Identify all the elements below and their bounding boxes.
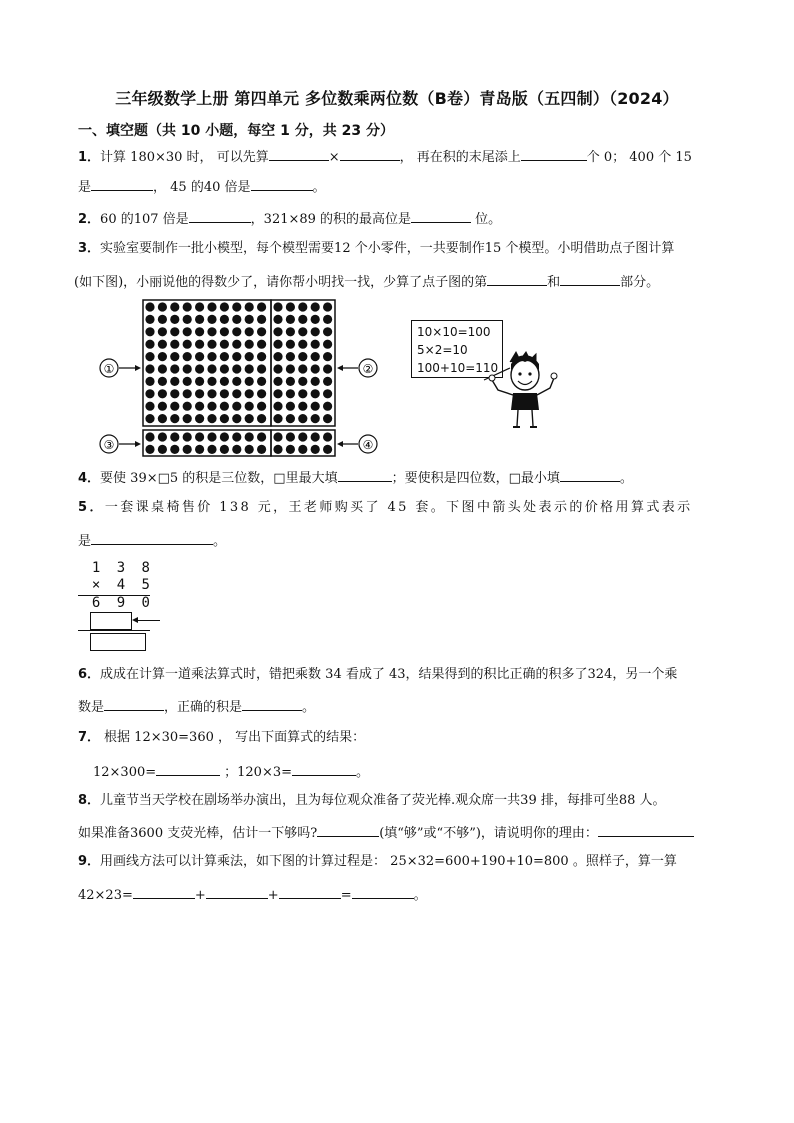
answer-blank[interactable] (251, 176, 313, 191)
dot (170, 364, 179, 373)
dot (273, 352, 282, 361)
dot (207, 402, 216, 411)
dot (273, 327, 282, 336)
dot (158, 302, 167, 311)
answer-blank[interactable] (279, 884, 341, 899)
arrow-right-icon (135, 365, 141, 371)
dot (245, 315, 254, 324)
dot (170, 327, 179, 336)
dot (286, 364, 295, 373)
label-2: ② (362, 362, 374, 376)
dot (245, 364, 254, 373)
dot (273, 302, 282, 311)
dot (170, 315, 179, 324)
dot (207, 327, 216, 336)
question-number: 7． (78, 730, 101, 745)
dot (273, 315, 282, 324)
dot (158, 364, 167, 373)
dot (273, 402, 282, 411)
dot (145, 432, 154, 441)
dot (298, 340, 307, 349)
question-6-line-1: 6．成成在计算一道乘法算式时，错把乘数 34 看成了 43，结果得到的积比正确的积多了324，另一个乘 (78, 667, 678, 682)
dot (195, 445, 204, 454)
question-number: 9． (78, 854, 101, 869)
answer-blank[interactable] (104, 696, 164, 711)
question-8-line-1: 8．儿童节当天学校在剧场举办演出，且为每位观众准备了荧光棒.观众席一共39 排，每排可坐88 人。 (78, 793, 666, 808)
page-title: 三年级数学上册 第四单元 多位数乘两位数（B卷）青岛版（五四制）（2024） (115, 89, 679, 108)
arrow-right-icon (135, 441, 141, 447)
answer-blank[interactable] (156, 761, 220, 776)
question-number: 5． (78, 500, 105, 515)
dot (207, 414, 216, 423)
dot (220, 414, 229, 423)
dot (286, 432, 295, 441)
dot (220, 340, 229, 349)
question-1-line-1: 1．计算 180×30 时， 可以先算 × ， 再在积的末尾添上 个 0； 400 个 15 (78, 146, 692, 167)
dot (158, 432, 167, 441)
dot (245, 402, 254, 411)
dot (273, 340, 282, 349)
dot (257, 315, 266, 324)
section-heading: 一、填空题（共 10 小题，每空 1 分，共 23 分） (78, 123, 394, 139)
dot (207, 445, 216, 454)
dot (183, 414, 192, 423)
question-number: 4． (78, 471, 101, 486)
dot (257, 402, 266, 411)
dot (257, 364, 266, 373)
dot (311, 389, 320, 398)
dot (311, 364, 320, 373)
dot (195, 302, 204, 311)
dot (298, 414, 307, 423)
dot (220, 389, 229, 398)
dot (245, 389, 254, 398)
dot (207, 364, 216, 373)
dot (273, 414, 282, 423)
dot (183, 302, 192, 311)
dot (183, 327, 192, 336)
dot (323, 432, 332, 441)
question-5-line-1: 5．一套课桌椅售价 138 元，王老师购买了 45 套。下图中箭头处表示的价格用算式表示 (78, 500, 693, 515)
dot (232, 302, 241, 311)
dot (298, 402, 307, 411)
dot (323, 414, 332, 423)
dot (273, 364, 282, 373)
answer-blank[interactable] (598, 822, 694, 837)
dot (311, 414, 320, 423)
dot (195, 389, 204, 398)
dot (257, 414, 266, 423)
dot (170, 302, 179, 311)
answer-blank[interactable] (189, 208, 251, 223)
bubble-line: 100+10=110 (417, 361, 499, 375)
dot (158, 389, 167, 398)
dot (257, 327, 266, 336)
dot (158, 340, 167, 349)
dot (311, 377, 320, 386)
question-1-line-2: 是 ， 45 的40 倍是 。 (78, 176, 326, 197)
dot (170, 389, 179, 398)
dot (207, 352, 216, 361)
dot (232, 364, 241, 373)
dot (298, 432, 307, 441)
dot (195, 352, 204, 361)
arrow-left-icon (337, 365, 343, 371)
arrow-left-icon (337, 441, 343, 447)
dot (183, 389, 192, 398)
product-box (90, 633, 146, 651)
question-number: 2． (78, 212, 101, 227)
dot (145, 377, 154, 386)
dot (220, 364, 229, 373)
question-number: 6． (78, 667, 101, 682)
dot (286, 352, 295, 361)
dot (311, 402, 320, 411)
dot (257, 445, 266, 454)
dot (183, 432, 192, 441)
question-number: 1． (78, 150, 101, 165)
dot (183, 402, 192, 411)
dot (273, 432, 282, 441)
dot (273, 445, 282, 454)
dot (323, 364, 332, 373)
dot (195, 340, 204, 349)
dot (298, 389, 307, 398)
dot (286, 389, 295, 398)
question-9-line-1: 9．用画线方法可以计算乘法，如下图的计算过程是： 25×32=600+190+10=800 。照样子，算一算 (78, 854, 677, 869)
dot (158, 402, 167, 411)
calc-row: 1 3 8 (91, 560, 154, 576)
dot (195, 315, 204, 324)
dot (232, 389, 241, 398)
dot (220, 315, 229, 324)
vertical-multiplication (78, 560, 168, 655)
question-8-line-2: 如果准备3600 支荧光棒，估计一下够吗? (填“够”或“不够”)，请说明你的理由： (78, 822, 694, 843)
dot (286, 402, 295, 411)
question-2: 2．60 的107 倍是 ，321×89 的积的最高位是 位。 (78, 208, 501, 229)
dot (257, 377, 266, 386)
dot (245, 327, 254, 336)
dot (311, 445, 320, 454)
dot (232, 340, 241, 349)
dot (323, 327, 332, 336)
answer-blank[interactable] (242, 696, 302, 711)
dot (158, 377, 167, 386)
dot (145, 302, 154, 311)
dot (145, 352, 154, 361)
question-3-line-1: 3．实验室要制作一批小模型，每个模型需要12 个小零件，一共要制作15 个模型。小明借助点子图计算 (78, 241, 675, 256)
dot (220, 445, 229, 454)
answer-blank[interactable] (352, 884, 414, 899)
dot (207, 315, 216, 324)
dot (298, 352, 307, 361)
dot (245, 340, 254, 349)
label-3: ③ (103, 438, 115, 452)
dot (195, 327, 204, 336)
dot (286, 377, 295, 386)
dot (145, 389, 154, 398)
answer-blank[interactable] (269, 146, 329, 161)
dot (298, 327, 307, 336)
dot (207, 302, 216, 311)
dot (311, 432, 320, 441)
dot (311, 327, 320, 336)
dot (195, 414, 204, 423)
dot (220, 302, 229, 311)
question-6-line-2: 数是 ，正确的积是 。 (78, 696, 315, 717)
dot (183, 340, 192, 349)
boy-illustration (470, 350, 565, 439)
question-number: 8． (78, 793, 101, 808)
question-9-line-2: 42×23= + + = 。 (78, 884, 427, 905)
dot (232, 327, 241, 336)
dot (145, 402, 154, 411)
dot (323, 315, 332, 324)
answer-blank[interactable] (560, 467, 620, 482)
dot (183, 445, 192, 454)
answer-blank[interactable] (338, 467, 392, 482)
dot (183, 364, 192, 373)
dot (145, 340, 154, 349)
dot (245, 445, 254, 454)
answer-blank[interactable] (560, 271, 620, 286)
dot (232, 377, 241, 386)
dot (257, 352, 266, 361)
answer-blank[interactable] (91, 176, 153, 191)
dot (273, 377, 282, 386)
dot (220, 327, 229, 336)
question-7-line-1: 7． 根据 12×30=360 ， 写出下面算式的结果： (78, 730, 366, 745)
dot (232, 432, 241, 441)
dot (298, 315, 307, 324)
answer-blank[interactable] (411, 208, 471, 223)
dot-array-figure (95, 298, 395, 458)
dot (286, 340, 295, 349)
dot (323, 377, 332, 386)
answer-blank[interactable] (91, 530, 213, 545)
dot (311, 302, 320, 311)
dot (323, 352, 332, 361)
dot (220, 377, 229, 386)
dot (245, 414, 254, 423)
answer-blank[interactable] (487, 271, 547, 286)
dot (183, 315, 192, 324)
question-4: 4．要使 39×□5 的积是三位数，□里最大填 ；要使积是四位数，□最小填 。 (78, 467, 633, 488)
dot (232, 352, 241, 361)
dot (298, 364, 307, 373)
dot (257, 432, 266, 441)
answer-blank[interactable] (133, 884, 195, 899)
dot (311, 315, 320, 324)
dot (170, 377, 179, 386)
dot (207, 389, 216, 398)
dot (158, 315, 167, 324)
dot (170, 414, 179, 423)
dot (298, 302, 307, 311)
dot (195, 402, 204, 411)
dot (245, 377, 254, 386)
dot (195, 364, 204, 373)
dot (286, 315, 295, 324)
dot (323, 302, 332, 311)
answer-blank[interactable] (317, 822, 379, 837)
dot (158, 445, 167, 454)
dot (170, 352, 179, 361)
dot (323, 445, 332, 454)
bubble-line: 5×2=10 (417, 343, 468, 357)
dot (232, 414, 241, 423)
dot (257, 302, 266, 311)
dot (273, 389, 282, 398)
dot (195, 377, 204, 386)
dot (170, 402, 179, 411)
dot (145, 414, 154, 423)
dot (298, 445, 307, 454)
question-5-line-2: 是 。 (78, 530, 226, 551)
dot (220, 432, 229, 441)
dot (145, 315, 154, 324)
dot (183, 352, 192, 361)
answer-blank[interactable] (292, 761, 356, 776)
dot (220, 402, 229, 411)
calc-row: 6 9 0 (91, 595, 154, 611)
question-number: 3． (78, 241, 101, 256)
partial-product-box (90, 612, 132, 630)
dot (257, 340, 266, 349)
answer-blank[interactable] (206, 884, 268, 899)
bubble-line: 10×10=100 (417, 325, 491, 339)
dot (286, 414, 295, 423)
dot (257, 389, 266, 398)
dot (145, 445, 154, 454)
dot (323, 402, 332, 411)
dot (170, 340, 179, 349)
dot (232, 445, 241, 454)
dot (158, 414, 167, 423)
arrow-left-icon (132, 617, 138, 623)
dot (245, 352, 254, 361)
label-4: ④ (362, 438, 374, 452)
calc-row: × 4 5 (91, 577, 154, 593)
dot (207, 340, 216, 349)
dot (170, 432, 179, 441)
dot (323, 340, 332, 349)
question-7-line-2: 12×300= ；120×3= 。 (93, 761, 369, 782)
dot (145, 364, 154, 373)
answer-blank[interactable] (340, 146, 400, 161)
dot (298, 377, 307, 386)
question-3-line-2: (如下图)，小丽说他的得数少了，请你帮小明找一找，少算了点子图的第 和 部分。 (74, 271, 659, 292)
label-1: ① (103, 362, 115, 376)
dot (220, 352, 229, 361)
dot (158, 352, 167, 361)
dot (286, 445, 295, 454)
dot (170, 445, 179, 454)
dot (145, 327, 154, 336)
dot (207, 377, 216, 386)
dot (286, 327, 295, 336)
dot (232, 402, 241, 411)
dot (311, 352, 320, 361)
dot (245, 432, 254, 441)
dot (311, 340, 320, 349)
dot (158, 327, 167, 336)
dot (183, 377, 192, 386)
dot (286, 302, 295, 311)
dot (323, 389, 332, 398)
dot (195, 432, 204, 441)
dot (245, 302, 254, 311)
dot (207, 432, 216, 441)
dot (232, 315, 241, 324)
answer-blank[interactable] (521, 146, 587, 161)
